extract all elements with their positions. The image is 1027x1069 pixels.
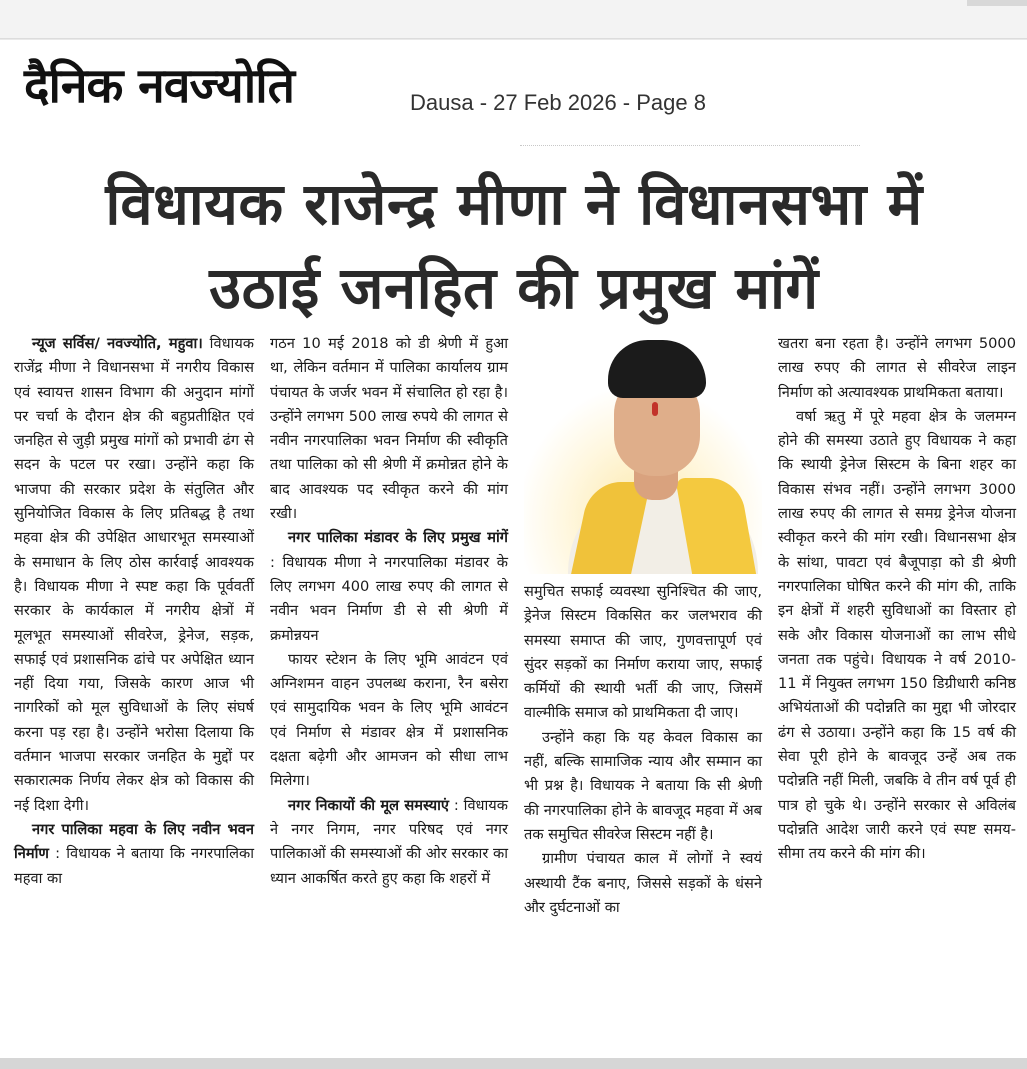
article-column-4 bbox=[778, 332, 1016, 867]
article-column-1 bbox=[14, 332, 254, 891]
divider bbox=[520, 145, 860, 148]
edition-info: Dausa - 27 Feb 2026 - Page 8 bbox=[410, 90, 706, 115]
subheading: नगर निकायों की मूल समस्याएं bbox=[288, 796, 449, 814]
subheading: नगर पालिका मंडावर के लिए प्रमुख मांगें bbox=[288, 529, 508, 547]
article-paragraph: गठन 10 मई 2018 को डी श्रेणी में हुआ था, लेकिन वर्तमान में पालिका कार्यालय ग्राम पंचायत के जर्जर भवन में संचालित हो रहा है। उन्होंने लगभग 500 लाख रुपये की लागत से नवीन नगरपालिका भवन निर्माण की स्वीकृति तथा पालिका को सी श्रेणी में क्रमोन्नत होने के बाद आवश्यक पद स्वीकृत करने की मांग रखी। bbox=[270, 335, 508, 523]
newspaper-masthead: दैनिक नवज्योति bbox=[24, 58, 294, 114]
article-paragraph: ग्रामीण पंचायत काल में लोगों ने स्वयं अस्थायी टैंक बनाए, जिससे सड़कों के धंसने और दुर्घटनाओं का bbox=[524, 850, 762, 916]
headline-line-2: उठाई जनहित की प्रमुख मांगें bbox=[209, 254, 819, 322]
subheading: नगर पालिका महवा के लिए नवीन भवन निर्माण bbox=[14, 820, 254, 863]
article-column-2 bbox=[270, 332, 508, 891]
dateline: न्यूज सर्विस/ नवज्योति, महुवा। bbox=[32, 335, 203, 352]
article-paragraph: न्यूज सर्विस/ नवज्योति, महुवा। विधायक राजेंद्र मीणा ने विधानसभा में नगरीय विकास एवं स्वायत्त शासन विभाग की अनुदान मांगों पर चर्चा के दौरान क्षेत्र की बहुप्रतीक्षित एवं जनहित से जुड़ी प्रमुख मांगों को प्रभावी ढंग से सदन के पटल पर रखा। उन्होंने कहा कि भाजपा की सरकार प्रदेश के संतुलित और सुनियोजित विकास के लिए प्रतिबद्ध है तथा महवा क्षेत्र की उपेक्षित आधारभूत समस्याओं के समाधान के लिए ठोस कार्रवाई आवश्यक है। विधायक मीणा ने स्पष्ट कहा कि पूर्ववर्ती सरकार के कार्यकाल में नगरीय क्षेत्रों में मूलभूत समस्याओं सीवरेज, ड्रेनेज, सड़क, सफाई एवं प्रशासनिक ढांचे पर अपेक्षित ध्यान नहीं दिया गया, जिसके कारण आज भी नागरिकों को मूल सुविधाओं के लिए संघर्ष करना पड़ रहा है। उन्होंने भरोसा दिलाया कि वर्तमान भाजपा सरकार जनहित के मुद्दों पर सकारात्मक निर्णय लेकर क्षेत्र को विकास की नई दिशा देगी। bbox=[14, 335, 254, 814]
article-paragraph: नगर निकायों की मूल समस्याएं : विधायक ने नगर निगम, नगर परिषद एवं नगर पालिकाओं की समस्याओं की ओर सरकार का ध्यान आकर्षित करते हुए कहा कि शहरों में bbox=[270, 796, 508, 887]
viewer-bottom-bar bbox=[0, 1058, 1027, 1069]
article-paragraph: समुचित सफाई व्यवस्था सुनिश्चित की जाए, ड्रेनेज सिस्टम विकसित कर जलभराव की समस्या समाप्त की जाए, गुणवत्तापूर्ण एवं सुंदर सड़कों का निर्माण कराया जाए, सफाई कर्मियों की स्थायी भर्ती की जाए, जिसमें वाल्मीकि समाज को प्राथमिकता दी जाए। bbox=[524, 583, 762, 722]
article-paragraph: नगर पालिका मंडावर के लिए प्रमुख मांगें : विधायक मीणा ने नगरपालिका मंडावर के लिए लगभग 400 लाख रुपए की लागत से नवीन भवन निर्माण डी से सी श्रेणी में क्रमोन्नयन bbox=[270, 529, 508, 644]
headline-line-1: विधायक राजेन्द्र मीणा ने विधानसभा में bbox=[105, 170, 923, 238]
article-paragraph: खतरा बना रहता है। उन्होंने लगभग 5000 लाख रुपए की लागत से सीवरेज लाइन निर्माण को अत्यावश्यक प्राथमिकता बताया। bbox=[778, 335, 1016, 401]
article-paragraph: वर्षा ऋतु में पूरे महवा क्षेत्र के जलमग्न होने की समस्या उठाते हुए विधायक ने कहा कि स्थायी ड्रेनेज सिस्टम के बिना शहर का विकास संभव नहीं। उन्होंने लगभग 3000 लाख रुपए की लागत से समग्र ड्रेनेज योजना स्वीकृत करने की मांग रखी। विधानसभा क्षेत्र के सांथा, पावटा एवं बैजूपाड़ा को डी श्रेणी नगरपालिका घोषित करने की मांग की, ताकि इन क्षेत्रों में शहरी सुविधाओं का विस्तार हो सके और विकास योजनाओं का लाभ सीधे जनता तक पहुंचे। विधायक ने वर्ष 2010-11 में नियुक्त लगभग 150 डिग्रीधारी कनिष्ठ अभियंताओं की पदोन्नति का मुद्दा भी जोरदार ढंग से उठाया। उन्होंने कहा कि 15 वर्ष की सेवा पूरी होने के बावजूद उन्हें अब तक पदोन्नति नहीं मिली, जबकि वे तीन वर्ष पूर्व ही पात्र हो चुके थे। उन्होंने सरकार से अविलंब पदोन्नति आदेश जारी करने एवं स्पष्ट समय-सीमा तय करने की मांग की। bbox=[778, 407, 1016, 863]
viewer-top-bar bbox=[0, 0, 1027, 39]
mla-portrait-photo bbox=[524, 332, 762, 574]
article-column-3 bbox=[524, 580, 762, 920]
window-corner-mark bbox=[967, 0, 1027, 6]
article-paragraph: फायर स्टेशन के लिए भूमि आवंटन एवं अग्निशमन वाहन उपलब्ध कराना, रैन बसेरा एवं सामुदायिक भवन के लिए भूमि आवंटन एवं निर्माण से मंडावर क्षेत्र में प्रशासनिक दक्षता बढ़ेगी और आमजन को सीधा लाभ मिलेगा। bbox=[270, 650, 508, 790]
article-paragraph: उन्होंने कहा कि यह केवल विकास का नहीं, बल्कि सामाजिक न्याय और सम्मान का भी प्रश्न है। विधायक ने बताया कि सी श्रेणी की नगरपालिका होने के बावजूद महवा में अब तक समुचित सीवरेज सिस्टम नहीं है। bbox=[524, 728, 762, 843]
headline bbox=[14, 162, 1014, 330]
article-paragraph: नगर पालिका महवा के लिए नवीन भवन निर्माण : विधायक ने बताया कि नगरपालिका महवा का bbox=[14, 820, 254, 887]
